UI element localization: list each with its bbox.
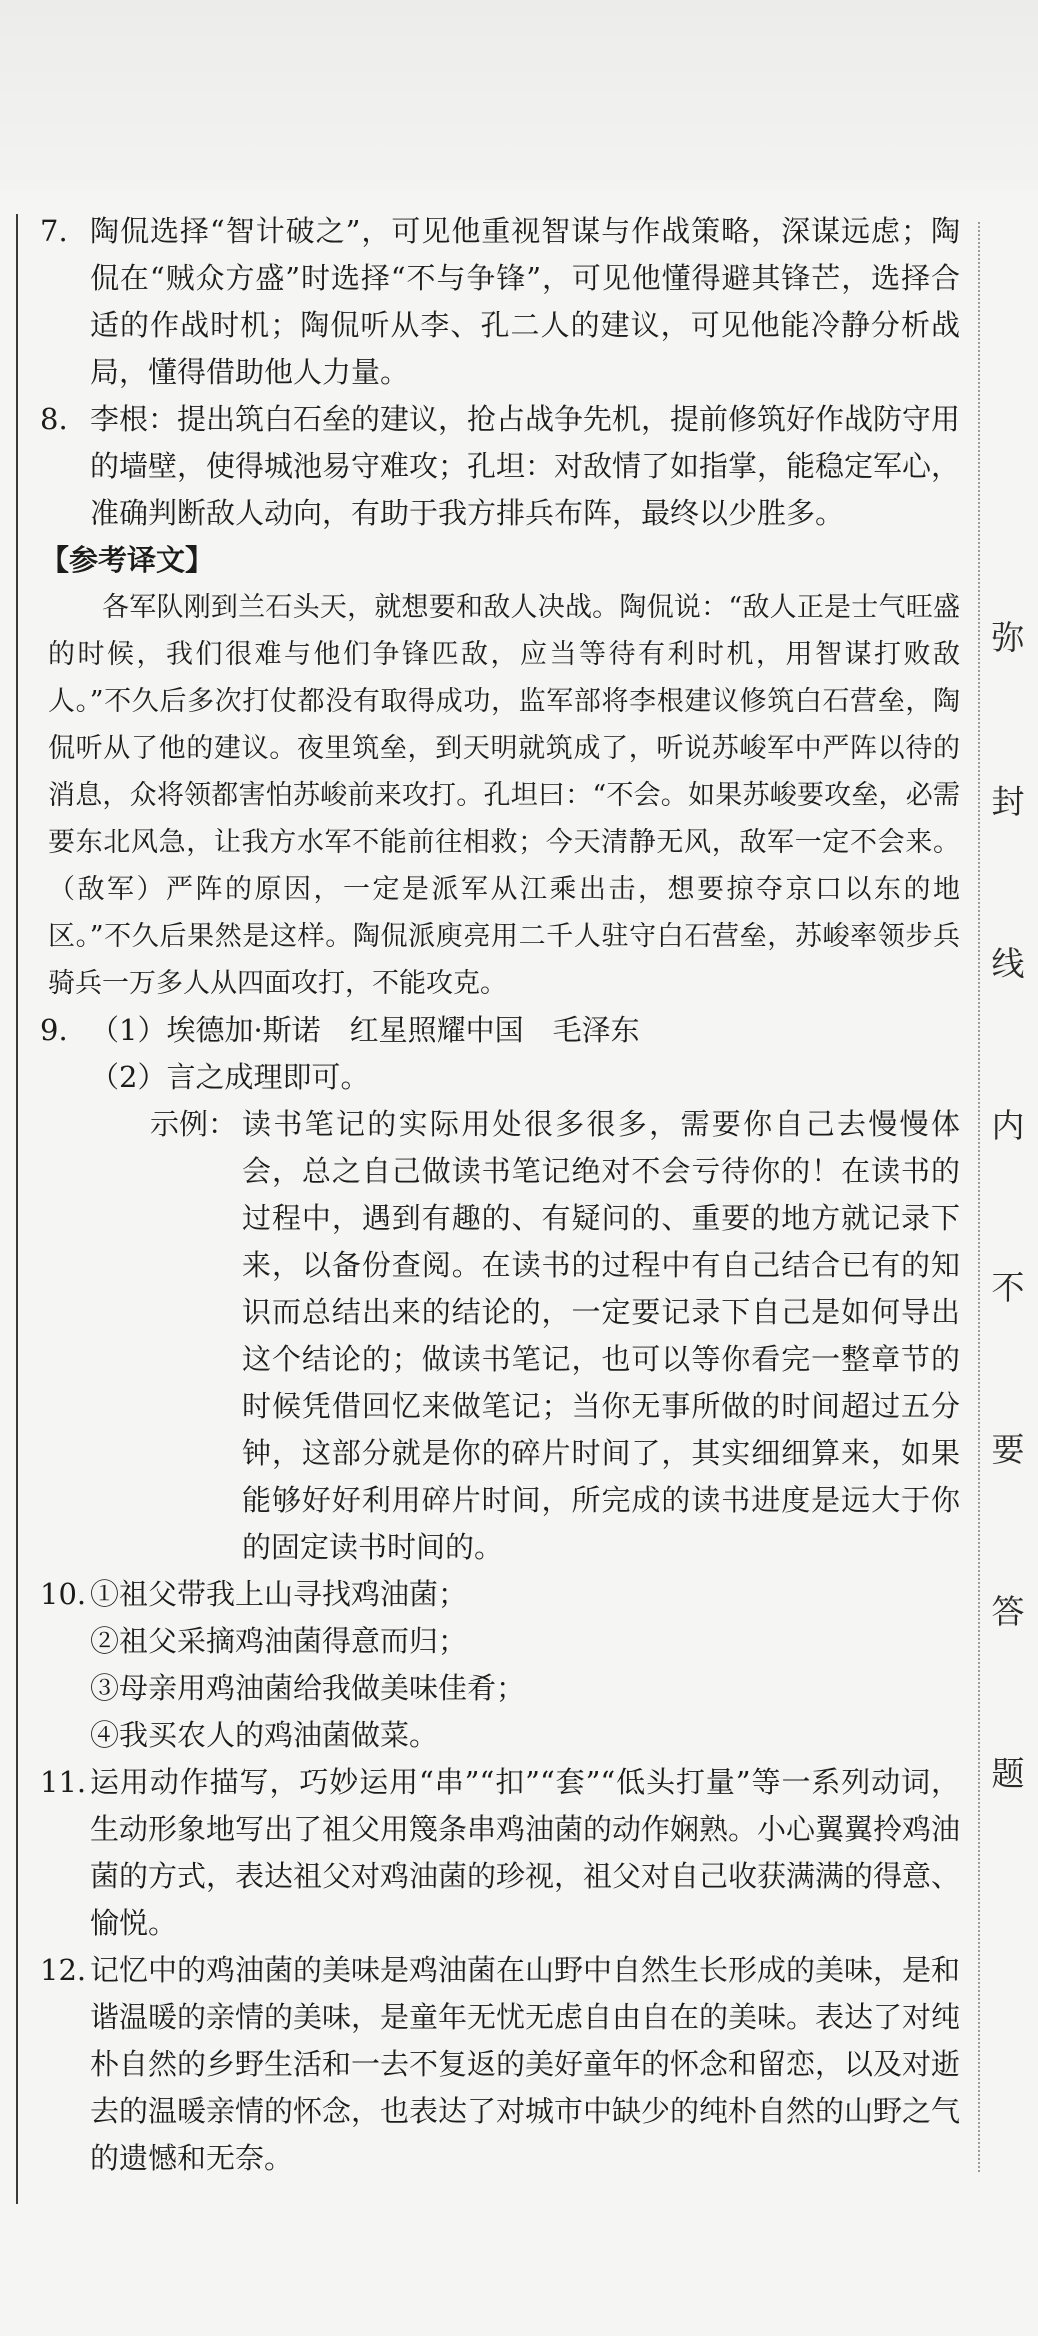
- seal-char: 不: [991, 1268, 1025, 1307]
- answer-text: 李根：提出筑白石垒的建议，抢占战争先机，提前修筑好作战防守用的墙壁，使得城池易守难攻；孔坦：对敌情了如指掌，能稳定军心，准确判断敌人动向，有助于我方排兵布阵，最终以少胜多。: [90, 402, 961, 530]
- answer-list: [90, 1571, 960, 1759]
- reference-translation: 各军队刚到兰石头天，就想要和敌人决战。陶侃说：“敌人正是士气旺盛的时候，我们很难与他们争锋匹敌，应当等待有利时机，用智谋打败敌人。”不久后多次打仗都没有取得成功，监军部将李根建议修筑白石营垒，陶侃听从了他的建议。夜里筑垒，到天明就筑成了，听说苏峻军中严阵以待的消息，众将领都害怕苏峻前来攻打。孔坦曰：“不会。如果苏峻要攻垒，必需要东北风急，让我方水军不能前往相救；今天清静无风，敌军一定不会来。（敌军）严阵的原因，一定是派军从江乘出击，想要掠夺京口以东的地区。”不久后果然是这样。陶侃派庾亮用二千人驻守白石营垒，苏峻率领步兵骑兵一万多人从四面攻打，不能攻克。: [48, 592, 960, 999]
- answer-10: [40, 1571, 960, 1759]
- answer-9-example: [40, 1101, 960, 1571]
- question-number: 8.: [40, 402, 68, 436]
- answer-7: [40, 208, 960, 396]
- answer-text: 言之成理即可。: [166, 1060, 370, 1094]
- sub-label: （2）: [90, 1060, 167, 1094]
- seal-char: 内: [991, 1106, 1025, 1145]
- answer-9: [40, 1007, 960, 1054]
- list-item: ③母亲用鸡油菌给我做美味佳肴；: [90, 1671, 526, 1705]
- list-item: ②祖父采摘鸡油菌得意而归；: [90, 1624, 468, 1658]
- answer-text: 运用动作描写，巧妙运用“串”“扣”“套”“低头打量”等一系列动词，生动形象地写出了祖父用篾条串鸡油菌的动作娴熟。小心翼翼拎鸡油菌的方式，表达祖父对鸡油菌的珍视，祖父对自己收获满满的得意、愉悦。: [90, 1765, 961, 1940]
- page-top-shade: [0, 0, 1038, 190]
- example-label: 示例：: [150, 1107, 238, 1141]
- seal-char: 题: [991, 1754, 1025, 1793]
- answer-8: [40, 396, 960, 537]
- seal-char: 弥: [991, 618, 1025, 657]
- seal-dotted-line: [978, 222, 980, 2172]
- example-text: 读书笔记的实际用处很多很多，需要你自己去慢慢体会，总之自己做读书笔记绝对不会亏待你的！在读书的过程中，遇到有趣的、有疑问的、重要的地方就记录下来，以备份查阅。在读书的过程中有自己结合已有的知识而总结出来的结论的，一定要记录下自己是如何导出这个结论的；做读书笔记，也可以等你看完一整章节的时候凭借回忆来做笔记；当你无事所做的时间超过五分钟，这部分就是你的碎片时间了，其实细细算来，如果能够好好利用碎片时间，所完成的读书进度是远大于你的固定读书时间的。: [242, 1107, 960, 1564]
- seal-char: 要: [991, 1430, 1025, 1469]
- question-number: 12.: [40, 1953, 87, 1987]
- seal-char: 答: [991, 1592, 1025, 1631]
- answer-text: 记忆中的鸡油菌的美味是鸡油菌在山野中自然生长形成的美味，是和谐温暖的亲情的美味，是童年无忧无虑自由自在的美味。表达了对纯朴自然的乡野生活和一去不复返的美好童年的怀念和留恋，以及对逝去的温暖亲情的怀念，也表达了对城市中缺少的纯朴自然的山野之气的遗憾和无奈。: [90, 1953, 961, 2175]
- answer-12: [40, 1947, 960, 2182]
- question-number: 11.: [40, 1765, 87, 1799]
- left-margin-rule: [16, 214, 18, 2204]
- question-number: 9.: [40, 1013, 68, 1047]
- answer-9-part2: [40, 1054, 960, 1101]
- question-number: 10.: [40, 1577, 87, 1611]
- seal-char: 线: [991, 944, 1025, 983]
- seal-char: 封: [991, 782, 1025, 821]
- sub-label: （1）: [90, 1013, 167, 1047]
- answer-11: [40, 1759, 960, 1947]
- answer-text: 埃德加·斯诺 红星照耀中国 毛泽东: [166, 1013, 640, 1047]
- answer-text: 陶侃选择“智计破之”，可见他重视智谋与作战策略，深谋远虑；陶侃在“贼众方盛”时选择“不与争锋”，可见他懂得避其锋芒，选择合适的作战时机；陶侃听从李、孔二人的建议，可见他能冷静分析战局，懂得借助他人力量。: [90, 214, 960, 389]
- reference-heading: 【参考译文】: [40, 543, 215, 577]
- list-item: ①祖父带我上山寻找鸡油菌；: [90, 1577, 468, 1611]
- list-item: ④我买农人的鸡油菌做菜。: [90, 1718, 439, 1752]
- question-number: 7.: [40, 214, 68, 248]
- answer-content: [40, 208, 960, 2182]
